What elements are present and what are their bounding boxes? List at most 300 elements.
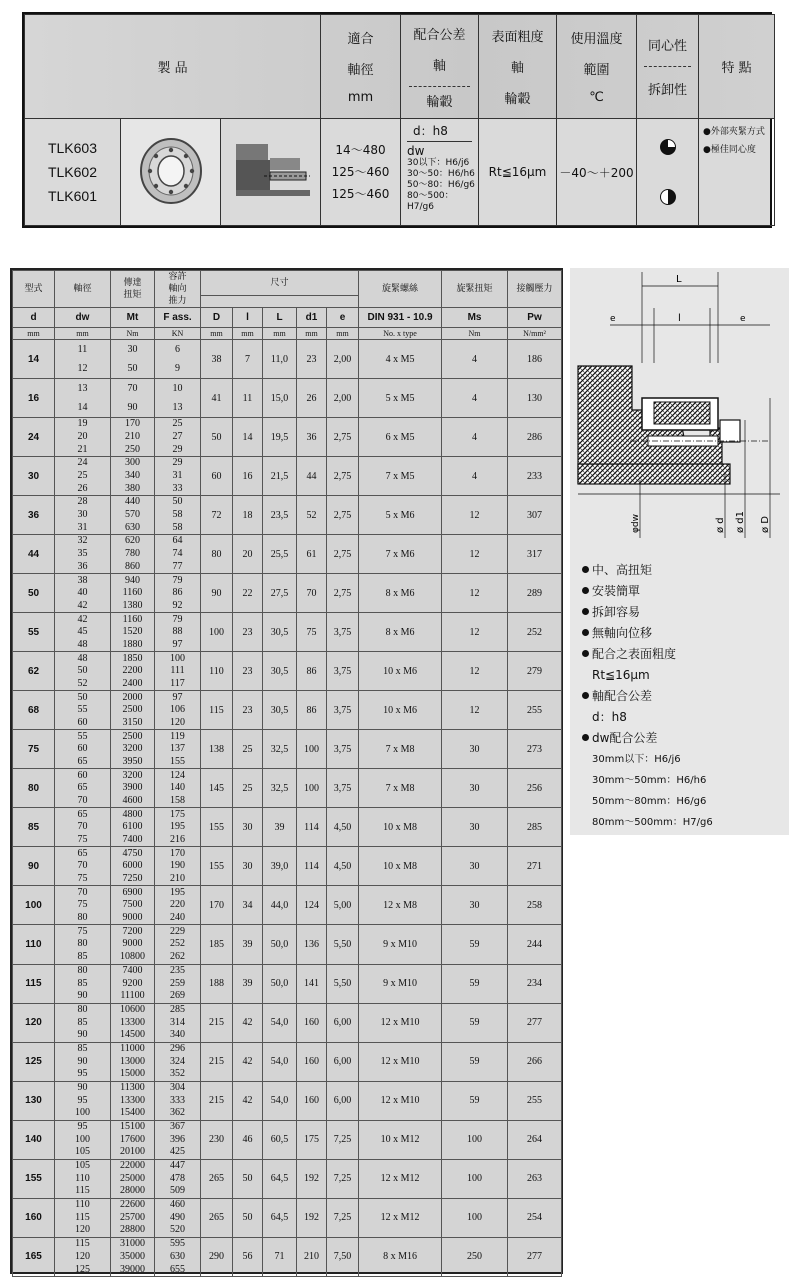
shaft-range-list: 14～480 125～460 125～460 — [321, 119, 401, 226]
dim-L-cell: 39,0 — [263, 847, 297, 886]
table-row — [13, 1042, 562, 1081]
dim-D-cell: 265 — [201, 1159, 233, 1198]
screw-cell: 8 x M16 — [359, 1237, 442, 1276]
screw-cell: 10 x M6 — [359, 691, 442, 730]
model-cell: 155 — [13, 1159, 55, 1198]
dim-l-cell: 22 — [233, 574, 263, 613]
axial-cell: 595 630 655 — [155, 1237, 201, 1276]
dim-e-cell: 6,00 — [327, 1003, 359, 1042]
dim-d1-cell: 160 — [297, 1003, 327, 1042]
tighten-cell: 12 — [442, 691, 508, 730]
torque-cell: 300 340 380 — [111, 457, 155, 496]
model-cell: 36 — [13, 496, 55, 535]
dim-e-cell: 3,75 — [327, 691, 359, 730]
dim-e-cell: 5,00 — [327, 886, 359, 925]
dim-e-cell: 2,00 — [327, 340, 359, 379]
unit-cell: Nm — [442, 328, 508, 340]
dim-l-cell: 42 — [233, 1081, 263, 1120]
col-screw: 旋緊螺絲 — [359, 271, 442, 308]
shaft-cell: 48 50 52 — [55, 652, 111, 691]
pressure-cell: 277 — [508, 1237, 562, 1276]
dim-D-cell: 110 — [201, 652, 233, 691]
pressure-cell: 286 — [508, 418, 562, 457]
tighten-cell: 12 — [442, 496, 508, 535]
dim-e-cell: 2,75 — [327, 535, 359, 574]
axial-cell: 100 111 117 — [155, 652, 201, 691]
dim-L-cell: 71 — [263, 1237, 297, 1276]
dim-e-cell: 7,25 — [327, 1120, 359, 1159]
tighten-cell: 4 — [442, 418, 508, 457]
dim-D-cell: 188 — [201, 964, 233, 1003]
shaft-cell: 105 110 115 — [55, 1159, 111, 1198]
rating-symbols — [637, 119, 699, 226]
torque-cell: 22600 25700 28800 — [111, 1198, 155, 1237]
tighten-cell: 59 — [442, 1081, 508, 1120]
dim-L-cell: 30,5 — [263, 652, 297, 691]
roughness-header: 表面粗度 軸 輪轂 — [479, 15, 557, 119]
col-dims: 尺寸 — [201, 271, 359, 296]
torque-cell: 940 1160 1380 — [111, 574, 155, 613]
axial-cell: 195 220 240 — [155, 886, 201, 925]
shaft-cell: 42 45 48 — [55, 613, 111, 652]
axial-cell: 460 490 520 — [155, 1198, 201, 1237]
table-row — [13, 691, 562, 730]
axial-cell: 50 58 58 — [155, 496, 201, 535]
dim-e-cell: 6,00 — [327, 1042, 359, 1081]
torque-cell: 6900 7500 9000 — [111, 886, 155, 925]
label-dw: φdw — [631, 513, 641, 533]
screw-cell: 7 x M8 — [359, 769, 442, 808]
tighten-cell: 30 — [442, 886, 508, 925]
pressure-cell: 277 — [508, 1003, 562, 1042]
tighten-cell: 12 — [442, 574, 508, 613]
tighten-cell: 100 — [442, 1198, 508, 1237]
torque-cell: 70 90 — [111, 379, 155, 418]
sym-pw: Pw — [508, 308, 562, 328]
screw-cell: 4 x M5 — [359, 340, 442, 379]
concentric-header: 同心性 拆卸性 — [637, 15, 699, 119]
tighten-cell: 59 — [442, 1003, 508, 1042]
pressure-cell: 256 — [508, 769, 562, 808]
dim-d1-cell: 100 — [297, 730, 327, 769]
dim-e-cell: 4,50 — [327, 847, 359, 886]
pressure-cell: 254 — [508, 1198, 562, 1237]
tighten-cell: 4 — [442, 379, 508, 418]
dim-L-cell: 21,5 — [263, 457, 297, 496]
table-row — [13, 886, 562, 925]
dim-l-cell: 11 — [233, 379, 263, 418]
col-pressure: 接觸壓力 — [508, 271, 562, 308]
axial-cell: 285 314 340 — [155, 1003, 201, 1042]
sym-D: D — [201, 308, 233, 328]
torque-cell: 22000 25000 28000 — [111, 1159, 155, 1198]
table-row — [13, 457, 562, 496]
dim-e-cell: 2,75 — [327, 574, 359, 613]
dim-d1-cell: 44 — [297, 457, 327, 496]
dim-D-cell: 80 — [201, 535, 233, 574]
model-cell: 24 — [13, 418, 55, 457]
torque-cell: 11300 13300 15400 — [111, 1081, 155, 1120]
dim-l-cell: 14 — [233, 418, 263, 457]
torque-cell: 10600 13300 14500 — [111, 1003, 155, 1042]
model-cell: 90 — [13, 847, 55, 886]
label-D: ø D — [760, 516, 771, 533]
feature-item: 配合之表面粗度 — [582, 644, 713, 665]
feature-item: 無軸向位移 — [582, 623, 713, 644]
tighten-cell: 4 — [442, 457, 508, 496]
dim-L-cell: 54,0 — [263, 1081, 297, 1120]
tighten-cell: 30 — [442, 808, 508, 847]
model-list: TLK603 TLK602 TLK601 — [25, 119, 121, 226]
model-cell: 75 — [13, 730, 55, 769]
dim-L-cell: 32,5 — [263, 730, 297, 769]
torque-cell: 1160 1520 1880 — [111, 613, 155, 652]
shaft-cell: 75 80 85 — [55, 925, 111, 964]
dim-D-cell: 115 — [201, 691, 233, 730]
dim-l-cell: 25 — [233, 730, 263, 769]
tighten-cell: 12 — [442, 652, 508, 691]
dim-L-cell: 32,5 — [263, 769, 297, 808]
pressure-cell: 233 — [508, 457, 562, 496]
dim-L-cell: 60,5 — [263, 1120, 297, 1159]
sym-L: L — [263, 308, 297, 328]
dim-d1-cell: 75 — [297, 613, 327, 652]
pressure-cell: 279 — [508, 652, 562, 691]
table-row — [13, 535, 562, 574]
spec-table — [22, 12, 772, 228]
screw-cell: 8 x M6 — [359, 574, 442, 613]
screw-cell: 10 x M8 — [359, 808, 442, 847]
dim-L-cell: 54,0 — [263, 1003, 297, 1042]
screw-cell: 12 x M8 — [359, 886, 442, 925]
dim-L-cell: 27,5 — [263, 574, 297, 613]
screw-cell: 9 x M10 — [359, 964, 442, 1003]
dim-e-cell: 3,75 — [327, 730, 359, 769]
axial-cell: 170 190 210 — [155, 847, 201, 886]
dim-D-cell: 90 — [201, 574, 233, 613]
table-row — [13, 652, 562, 691]
dim-D-cell: 185 — [201, 925, 233, 964]
dim-D-cell: 155 — [201, 847, 233, 886]
dim-l-cell: 23 — [233, 613, 263, 652]
pressure-cell: 289 — [508, 574, 562, 613]
table-row — [13, 418, 562, 457]
axial-cell: 29 31 33 — [155, 457, 201, 496]
dim-l-cell: 50 — [233, 1159, 263, 1198]
table-row — [13, 808, 562, 847]
dim-d1-cell: 70 — [297, 574, 327, 613]
shaft-cell: 110 115 120 — [55, 1198, 111, 1237]
model-cell: 125 — [13, 1042, 55, 1081]
table-row — [13, 964, 562, 1003]
model-cell: 140 — [13, 1120, 55, 1159]
shaft-cell: 55 60 65 — [55, 730, 111, 769]
label-l: l — [678, 313, 681, 324]
dim-L-cell: 64,5 — [263, 1159, 297, 1198]
dim-D-cell: 72 — [201, 496, 233, 535]
three-quarter-circle-icon — [660, 139, 676, 155]
dw-fit-line: 30mm～50mm：H6/h6 — [592, 775, 707, 786]
dim-d1-cell: 26 — [297, 379, 327, 418]
dim-d1-cell: 100 — [297, 769, 327, 808]
dim-e-cell: 7,50 — [327, 1237, 359, 1276]
screw-cell: 10 x M12 — [359, 1120, 442, 1159]
dim-d1-cell: 160 — [297, 1042, 327, 1081]
pressure-cell: 266 — [508, 1042, 562, 1081]
dim-l-cell: 23 — [233, 691, 263, 730]
col-shaft: 軸徑 — [55, 271, 111, 308]
tighten-cell: 30 — [442, 730, 508, 769]
torque-cell: 170 210 250 — [111, 418, 155, 457]
dim-D-cell: 41 — [201, 379, 233, 418]
unit-cell: mm — [55, 328, 111, 340]
dim-l-cell: 50 — [233, 1198, 263, 1237]
dw-fit-line: 80mm～500mm：H7/g6 — [592, 817, 713, 828]
tighten-cell: 59 — [442, 925, 508, 964]
dim-e-cell: 2,00 — [327, 379, 359, 418]
axial-cell: 79 88 97 — [155, 613, 201, 652]
axial-cell: 447 478 509 — [155, 1159, 201, 1198]
dim-e-cell: 3,75 — [327, 613, 359, 652]
unit-cell: KN — [155, 328, 201, 340]
dim-D-cell: 155 — [201, 808, 233, 847]
feature-item: 軸配合公差 — [582, 686, 713, 707]
pressure-cell: 271 — [508, 847, 562, 886]
shaft-cell: 80 85 90 — [55, 964, 111, 1003]
model-cell: 115 — [13, 964, 55, 1003]
tighten-cell: 100 — [442, 1120, 508, 1159]
shaft-cell: 38 40 42 — [55, 574, 111, 613]
screw-cell: 7 x M8 — [359, 730, 442, 769]
shaft-fit-note: d：h8 — [592, 710, 627, 724]
torque-cell: 11000 13000 15000 — [111, 1042, 155, 1081]
torque-cell: 7400 9200 11100 — [111, 964, 155, 1003]
pressure-cell: 317 — [508, 535, 562, 574]
model-cell: 62 — [13, 652, 55, 691]
table-row — [13, 379, 562, 418]
table-row — [13, 847, 562, 886]
dim-e-cell: 3,75 — [327, 769, 359, 808]
tighten-cell: 59 — [442, 1042, 508, 1081]
dim-d1-cell: 86 — [297, 652, 327, 691]
dim-l-cell: 23 — [233, 652, 263, 691]
axial-cell: 304 333 362 — [155, 1081, 201, 1120]
axial-cell: 25 27 29 — [155, 418, 201, 457]
sym-f: F ass. — [155, 308, 201, 328]
model-cell: 165 — [13, 1237, 55, 1276]
dim-L-cell: 11,0 — [263, 340, 297, 379]
label-e-right: e — [740, 314, 746, 324]
dim-d1-cell: 175 — [297, 1120, 327, 1159]
unit-cell: Nm — [111, 328, 155, 340]
shaft-cell: 90 95 100 — [55, 1081, 111, 1120]
shaft-cell: 11 12 — [55, 340, 111, 379]
screw-cell: 5 x M6 — [359, 496, 442, 535]
tighten-cell: 59 — [442, 964, 508, 1003]
sym-din: DIN 931 - 10.9 — [359, 308, 442, 328]
dim-L-cell: 30,5 — [263, 691, 297, 730]
torque-cell: 4750 6000 7250 — [111, 847, 155, 886]
col-tighten: 旋緊扭矩 — [442, 271, 508, 308]
label-d: ø d — [715, 517, 726, 533]
unit-cell: mm — [327, 328, 359, 340]
dim-D-cell: 215 — [201, 1081, 233, 1120]
screw-cell: 12 x M10 — [359, 1003, 442, 1042]
drawing-panel — [570, 268, 789, 835]
torque-cell: 31000 35000 39000 — [111, 1237, 155, 1276]
dim-l-cell: 30 — [233, 847, 263, 886]
shaft-cell: 85 90 95 — [55, 1042, 111, 1081]
pressure-cell: 258 — [508, 886, 562, 925]
model-cell: 85 — [13, 808, 55, 847]
model-cell: 120 — [13, 1003, 55, 1042]
dim-D-cell: 145 — [201, 769, 233, 808]
axial-cell: 235 259 269 — [155, 964, 201, 1003]
dim-d1-cell: 141 — [297, 964, 327, 1003]
table-row — [13, 1198, 562, 1237]
section-drawing — [221, 119, 321, 226]
dim-e-cell: 2,75 — [327, 457, 359, 496]
model-cell: 68 — [13, 691, 55, 730]
torque-cell: 15100 17600 20100 — [111, 1120, 155, 1159]
tighten-cell: 250 — [442, 1237, 508, 1276]
torque-cell: 440 570 630 — [111, 496, 155, 535]
tighten-cell: 12 — [442, 535, 508, 574]
shaft-cell: 24 25 26 — [55, 457, 111, 496]
dim-D-cell: 230 — [201, 1120, 233, 1159]
pressure-cell: 130 — [508, 379, 562, 418]
axial-cell: 79 86 92 — [155, 574, 201, 613]
pressure-cell: 273 — [508, 730, 562, 769]
unit-cell: No. x type — [359, 328, 442, 340]
sym-ms: Ms — [442, 308, 508, 328]
col-torque: 傳達扭矩 — [111, 271, 155, 308]
label-e-left: e — [610, 314, 616, 324]
dim-l-cell: 56 — [233, 1237, 263, 1276]
pressure-cell: 263 — [508, 1159, 562, 1198]
unit-cell: mm — [297, 328, 327, 340]
dim-L-cell: 50,0 — [263, 925, 297, 964]
dim-e-cell: 2,75 — [327, 418, 359, 457]
dim-d1-cell: 61 — [297, 535, 327, 574]
table-row — [13, 496, 562, 535]
axial-cell: 119 137 155 — [155, 730, 201, 769]
table-row — [13, 340, 562, 379]
model-cell: 16 — [13, 379, 55, 418]
pressure-cell: 234 — [508, 964, 562, 1003]
dim-D-cell: 265 — [201, 1198, 233, 1237]
dim-e-cell: 6,00 — [327, 1081, 359, 1120]
table-row — [13, 574, 562, 613]
screw-cell: 12 x M10 — [359, 1042, 442, 1081]
units-row — [13, 328, 562, 340]
sym-mt: Mt — [111, 308, 155, 328]
torque-cell: 2000 2500 3150 — [111, 691, 155, 730]
shaft-cell: 13 14 — [55, 379, 111, 418]
dim-L-cell: 19,5 — [263, 418, 297, 457]
unit-cell: mm — [13, 328, 55, 340]
tighten-cell: 30 — [442, 769, 508, 808]
table-row — [13, 730, 562, 769]
feature-item: 拆卸容易 — [582, 602, 713, 623]
torque-cell: 1850 2200 2400 — [111, 652, 155, 691]
feature-list — [582, 560, 713, 833]
table-body — [13, 340, 562, 1277]
model-cell: 80 — [13, 769, 55, 808]
screw-cell: 12 x M10 — [359, 1081, 442, 1120]
dim-l-cell: 20 — [233, 535, 263, 574]
dim-d1-cell: 192 — [297, 1159, 327, 1198]
torque-cell: 30 50 — [111, 340, 155, 379]
shaft-cell: 65 70 75 — [55, 808, 111, 847]
half-circle-icon — [660, 189, 676, 205]
dim-L-cell: 39 — [263, 808, 297, 847]
dim-D-cell: 138 — [201, 730, 233, 769]
model-cell: 130 — [13, 1081, 55, 1120]
dimension-table — [10, 268, 563, 1274]
unit-cell: mm — [263, 328, 297, 340]
dim-l-cell: 18 — [233, 496, 263, 535]
screw-cell: 10 x M6 — [359, 652, 442, 691]
shaft-cell: 95 100 105 — [55, 1120, 111, 1159]
dim-e-cell: 2,75 — [327, 496, 359, 535]
feature-notes: ●外部夾緊方式 ●極佳同心度 — [699, 119, 775, 226]
shaft-cell: 28 30 31 — [55, 496, 111, 535]
dim-D-cell: 60 — [201, 457, 233, 496]
dim-l-cell: 7 — [233, 340, 263, 379]
dim-L-cell: 30,5 — [263, 613, 297, 652]
unit-cell: mm — [201, 328, 233, 340]
pressure-cell: 252 — [508, 613, 562, 652]
pressure-cell: 307 — [508, 496, 562, 535]
dim-e-cell: 5,50 — [327, 925, 359, 964]
axial-cell: 10 13 — [155, 379, 201, 418]
roughness-note: Rt≦16μm — [592, 668, 650, 682]
tighten-cell: 30 — [442, 847, 508, 886]
dim-d1-cell: 192 — [297, 1198, 327, 1237]
col-axial: 容許軸向推力 — [155, 271, 201, 308]
dim-e-cell: 5,50 — [327, 964, 359, 1003]
dim-e-cell: 7,25 — [327, 1159, 359, 1198]
sym-dw: dw — [55, 308, 111, 328]
dim-d1-cell: 114 — [297, 847, 327, 886]
model-cell: 55 — [13, 613, 55, 652]
dim-L-cell: 44,0 — [263, 886, 297, 925]
torque-cell: 3200 3900 4600 — [111, 769, 155, 808]
dim-l-cell: 39 — [233, 925, 263, 964]
dim-L-cell: 64,5 — [263, 1198, 297, 1237]
table-row — [13, 769, 562, 808]
dim-l-cell: 34 — [233, 886, 263, 925]
product-photo — [121, 119, 221, 226]
axial-cell: 97 106 120 — [155, 691, 201, 730]
screw-cell: 12 x M12 — [359, 1159, 442, 1198]
assembly-drawing — [570, 268, 789, 558]
dim-d1-cell: 36 — [297, 418, 327, 457]
temperature-value: －40～＋200 — [557, 119, 637, 226]
tighten-cell: 100 — [442, 1159, 508, 1198]
pressure-cell: 264 — [508, 1120, 562, 1159]
dim-D-cell: 50 — [201, 418, 233, 457]
model-cell: 30 — [13, 457, 55, 496]
dim-d1-cell: 114 — [297, 808, 327, 847]
screw-cell: 9 x M10 — [359, 925, 442, 964]
col-model: 型式 — [13, 271, 55, 308]
dim-l-cell: 42 — [233, 1003, 263, 1042]
dim-L-cell: 54,0 — [263, 1042, 297, 1081]
pressure-cell: 285 — [508, 808, 562, 847]
table-row — [13, 1003, 562, 1042]
